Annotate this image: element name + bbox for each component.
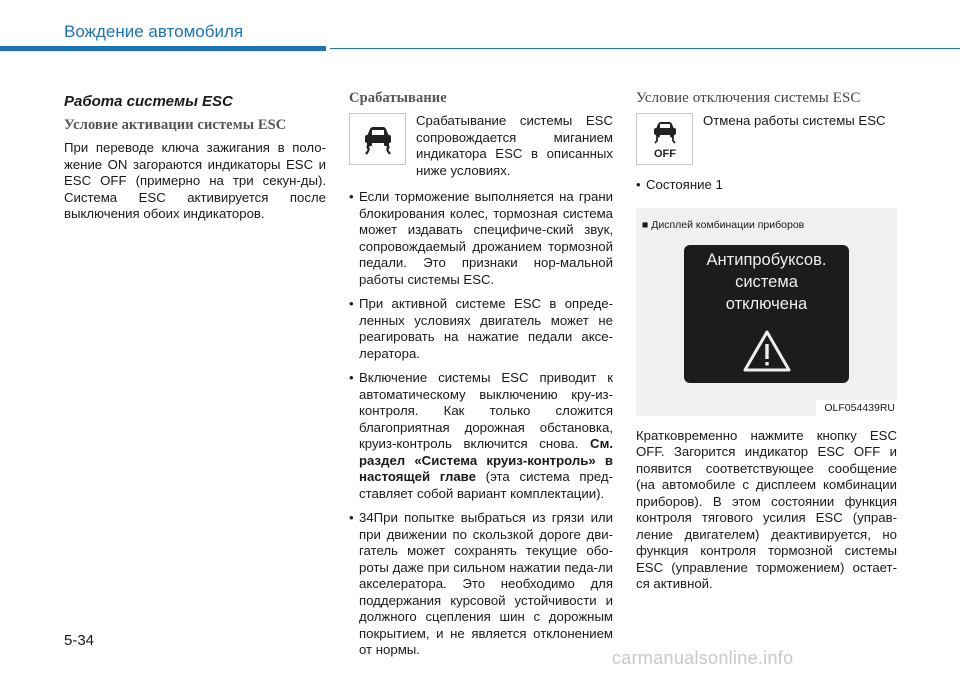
header-accent-bar [0,46,326,51]
esc-skid-icon [349,113,406,165]
list-item [349,370,613,502]
list-item: • При активной системе ESC в опреде-ленных условиях двигатель может не реагировать на нажатие педали аксе-лератора. [349,296,613,362]
esc-off-icon-text: Отмена работы системы ESC [703,113,886,128]
column-middle [349,90,613,667]
warning-triangle-icon [742,329,792,373]
list-item-text: Включение системы ESC приводит к автоматическому выключению кру-из-контроля. Как только сложится благоприятная дорожная обстановка, круиз-контроль включится снова. [359,370,613,451]
esc-off-state-list [636,177,897,194]
esc-off-heading: Условие отключения системы ESC [636,90,861,106]
esc-activation-subheading: Условие активации системы ESC [64,117,287,133]
cluster-display-panel [636,208,897,416]
column-left [64,90,326,223]
esc-off-icon [636,113,693,165]
list-item-text: (эта система пред-ставляет собой вариант комплектации). [359,469,613,501]
esc-indicator-row [349,113,613,179]
esc-indicator-text: Срабатывание системы ESC сопровождается миганием индикатора ESC в описанных ниже условиях. [416,113,613,178]
panel-caption: ■ Дисплей комбинации приборов [642,218,805,231]
cruise-control-reference: См. раздел «Система круиз-контроль» в настоящей главе [359,436,613,484]
esc-activation-paragraph: При переводе ключа зажигания в поло-жение ON загораются индикаторы ESC и ESC OFF (примерно на три секун-ды). Система ESC активируется после выключения обоих индикаторов. [64,140,326,221]
screen-line: Антипробуксов. [706,250,827,269]
list-item: • Если торможение выполняется на грани блокирования колес, тормозная система может издавать специфиче-ский звук, сопровождаемый дрожанием тормозной педали. Это признаки нор-мальной работы системы ESC. [349,189,613,288]
esc-off-row [636,113,897,165]
esc-operation-heading: Работа системы ESC [64,93,233,110]
screen-line: отключена [725,294,808,313]
watermark: carmanualsonline.info [612,648,794,668]
esc-triggering-heading: Срабатывание [349,90,447,106]
list-item: • Состояние 1 [636,177,897,194]
figure-code: OLF054439RU [816,400,897,416]
cluster-screen [684,245,849,383]
esc-off-paragraph: Кратковременно нажмите кнопку ESC OFF. Загорится индикатор ESC OFF и появится соответствующее сообщение (на автомобиле с дисплеем комбинации приборов). В этом состоянии функция контроля тягового усилия ESC (управ-ление двигателем) деактивируется, но функция контроля тормозной системы ESC (управление торможением) остает-ся активной. [636,427,897,591]
header-rule [330,48,960,49]
esc-off-icon-label: OFF [653,148,676,159]
list-item: • 34При попытке выбраться из грязи или при движении по скользкой дороге дви-гатель может сохранять текущие обо-роты даже при сильном нажатии педа-ли акселератора. Это необходимо для поддержания курсовой устойчивости и должного сцепления шин с дорожным покрытием, и не является отклонением от нормы. [349,510,613,659]
page-number: 5-34 [64,632,95,649]
esc-triggering-list [349,189,613,659]
section-title: Вождение автомобиля [64,22,244,41]
column-right [636,90,897,593]
screen-line: система [735,272,798,291]
